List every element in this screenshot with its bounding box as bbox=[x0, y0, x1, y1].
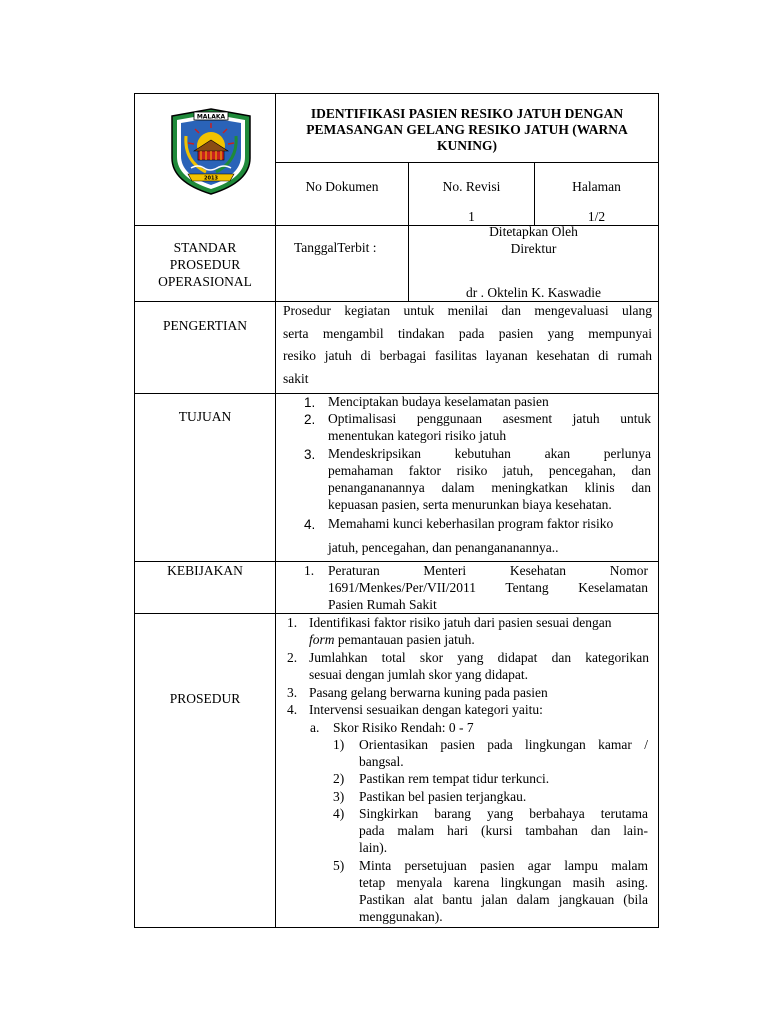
step-item: Pastikan alat bantu jalan dalam jangkauan (bila bbox=[359, 892, 648, 907]
table-border-right bbox=[658, 93, 659, 928]
tujuan-item: jatuh, pencegahan, dan penangananannya.. bbox=[328, 540, 559, 555]
spo-label-line: STANDAR bbox=[173, 240, 237, 255]
halaman-value: 1/2 bbox=[587, 209, 606, 224]
kebijakan-line: 1691/Menkes/Per/VII/2011 Tentang Keselamatan bbox=[328, 580, 648, 595]
prosedur-item-text: pemantauan pasien jatuh. bbox=[334, 632, 475, 647]
prosedur-sub-item: Skor Risiko Rendah: 0 - 7 bbox=[333, 720, 474, 735]
step-item: pada malam hari (kursi tambahan dan lain- bbox=[359, 823, 648, 838]
spo-label-line: PROSEDUR bbox=[169, 257, 241, 272]
prosedur-item bbox=[309, 631, 652, 648]
table-border-bottom bbox=[134, 927, 659, 928]
signatory-name: dr . Oktelin K. Kaswadie bbox=[466, 285, 601, 300]
step-item: lain). bbox=[359, 840, 388, 855]
tujuan-number: 2. bbox=[304, 412, 316, 427]
no-revisi-value: 1 bbox=[468, 209, 475, 224]
step-number: 1) bbox=[333, 737, 345, 752]
step-item: Singkirkan barang yang berbahaya terutama bbox=[359, 806, 648, 821]
ditetapkan-oleh bbox=[409, 223, 658, 257]
step-item: tetap menyala karena lingkungan masih asing. bbox=[359, 875, 648, 890]
tujuan-item: Memahami kunci keberhasilan program faktor risiko bbox=[328, 516, 614, 531]
step-number: 5) bbox=[333, 858, 345, 873]
pengertian-line: resiko jatuh di berbagai fasilitas layanan kesehatan di rumah bbox=[283, 348, 652, 363]
step-number: 4) bbox=[333, 806, 345, 821]
step-item: Orientasikan pasien pada lingkungan kamar / bbox=[359, 737, 648, 752]
prosedur-item: sesuai dengan jumlah skor yang didapat. bbox=[309, 667, 528, 682]
step-item: Pastikan bel pasien terjangkau. bbox=[359, 789, 527, 804]
form-emphasis: form bbox=[309, 632, 335, 647]
kebijakan-line: Peraturan Menteri Kesehatan Nomor bbox=[328, 563, 648, 578]
direktur-label: Direktur bbox=[510, 241, 557, 256]
tujuan-number: 1. bbox=[304, 395, 316, 410]
spo-label-line: OPERASIONAL bbox=[158, 274, 252, 289]
no-revisi-label: No. Revisi bbox=[442, 179, 501, 194]
tujuan-item: pemahaman faktor risiko jatuh, pencegahan, dan bbox=[328, 463, 651, 478]
tujuan-item: kepuasan pasien, serta menurunkan biaya kesehatan. bbox=[328, 497, 612, 512]
tanggal-terbit-label: TanggalTerbit : bbox=[294, 240, 377, 255]
no-dokumen-label: No Dokumen bbox=[305, 179, 379, 194]
prosedur-number: 4. bbox=[287, 702, 298, 717]
tujuan-label: TUJUAN bbox=[178, 409, 232, 424]
ditetapkan-label: Ditetapkan Oleh bbox=[489, 224, 578, 239]
tujuan-item: menentukan kategori risiko jatuh bbox=[328, 428, 507, 443]
tujuan-item: Optimalisasi penggunaan asesment jatuh untuk bbox=[328, 411, 651, 426]
prosedur-number: 1. bbox=[287, 615, 298, 630]
pengertian-label: PENGERTIAN bbox=[163, 318, 247, 333]
step-item: Minta persetujuan pasien agar lampu malam bbox=[359, 858, 648, 873]
step-item: menggunakan). bbox=[359, 909, 443, 924]
kebijakan-label: KEBIJAKAN bbox=[167, 563, 243, 578]
prosedur-label: PROSEDUR bbox=[169, 691, 241, 706]
kebijakan-number: 1. bbox=[304, 563, 315, 578]
logo-banner-text: MALAKA bbox=[196, 113, 226, 121]
prosedur-item: Identifikasi faktor risiko jatuh dari pasien sesuai dengan bbox=[309, 615, 612, 630]
tujuan-item: Menciptakan budaya keselamatan pasien bbox=[328, 394, 549, 409]
prosedur-sub-number: a. bbox=[310, 720, 320, 735]
kebijakan-line: Pasien Rumah Sakit bbox=[328, 597, 437, 612]
step-item: bangsal. bbox=[359, 754, 404, 769]
pengertian-line: serta mengambil tindakan pada pasien yang mempunyai bbox=[283, 326, 652, 341]
pengertian-line: sakit bbox=[283, 371, 309, 386]
tujuan-number: 3. bbox=[304, 447, 316, 462]
table-divider bbox=[275, 93, 276, 928]
regency-logo bbox=[166, 106, 256, 196]
prosedur-number: 2. bbox=[287, 650, 298, 665]
step-item: Pastikan rem tempat tidur terkunci. bbox=[359, 771, 550, 786]
table-border-left bbox=[134, 93, 135, 928]
pengertian-line: Prosedur kegiatan untuk menilai dan mengevaluasi ulang bbox=[283, 303, 652, 318]
tujuan-number: 4. bbox=[304, 517, 316, 532]
tujuan-item: Mendeskripsikan kebutuhan akan perlunya bbox=[328, 446, 651, 461]
step-number: 2) bbox=[333, 771, 345, 786]
halaman-label: Halaman bbox=[572, 179, 621, 194]
tujuan-item: penangananannya dalam meningkatkan klinis dan bbox=[328, 480, 651, 495]
table-divider bbox=[275, 162, 659, 163]
regency-coat-of-arms-icon bbox=[166, 106, 256, 196]
prosedur-number: 3. bbox=[287, 685, 298, 700]
prosedur-item: Jumlahkan total skor yang didapat dan kategorikan bbox=[309, 650, 649, 665]
document-title: IDENTIFIKASI PASIEN RESIKO JATUH DENGAN PEMASANGAN GELANG RESIKO JATUH (WARNA KUNING) bbox=[306, 106, 628, 153]
prosedur-item: Pasang gelang berwarna kuning pada pasien bbox=[309, 685, 548, 700]
table-border-top bbox=[134, 93, 659, 94]
step-number: 3) bbox=[333, 789, 345, 804]
spo-label bbox=[135, 239, 275, 290]
logo-ribbon-year: 2013 bbox=[204, 175, 218, 182]
prosedur-item: Intervensi sesuaikan dengan kategori yaitu: bbox=[309, 702, 543, 717]
